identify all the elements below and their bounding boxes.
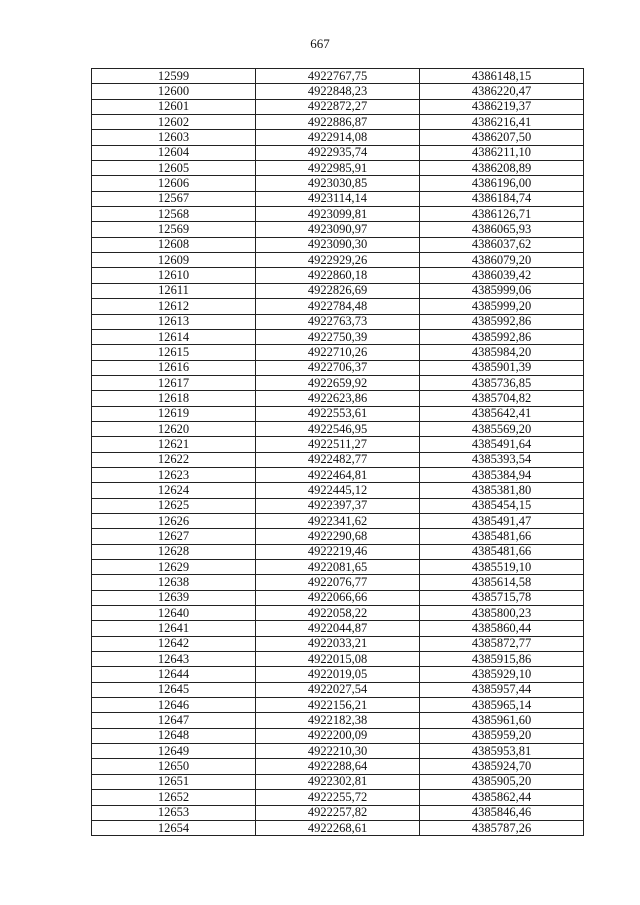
x-coordinate-cell: 4922268,61 bbox=[256, 820, 420, 835]
y-coordinate-cell: 4386216,41 bbox=[420, 115, 584, 130]
table-row bbox=[92, 84, 584, 99]
table-row bbox=[92, 391, 584, 406]
y-coordinate-cell: 4385846,46 bbox=[420, 805, 584, 820]
x-coordinate-cell: 4922257,82 bbox=[256, 805, 420, 820]
y-coordinate-cell: 4386184,74 bbox=[420, 191, 584, 206]
x-coordinate-cell: 4922341,62 bbox=[256, 513, 420, 528]
point-number-cell: 12623 bbox=[92, 467, 256, 482]
x-coordinate-cell: 4922058,22 bbox=[256, 606, 420, 621]
x-coordinate-cell: 4922767,75 bbox=[256, 69, 420, 84]
y-coordinate-cell: 4386039,42 bbox=[420, 268, 584, 283]
point-number-cell: 12616 bbox=[92, 360, 256, 375]
x-coordinate-cell: 4922914,08 bbox=[256, 130, 420, 145]
point-number-cell: 12569 bbox=[92, 222, 256, 237]
point-number-cell: 12600 bbox=[92, 84, 256, 99]
point-number-cell: 12606 bbox=[92, 176, 256, 191]
x-coordinate-cell: 4922872,27 bbox=[256, 99, 420, 114]
x-coordinate-cell: 4922623,86 bbox=[256, 391, 420, 406]
point-number-cell: 12624 bbox=[92, 483, 256, 498]
x-coordinate-cell: 4923099,81 bbox=[256, 207, 420, 222]
y-coordinate-cell: 4385860,44 bbox=[420, 621, 584, 636]
table-row bbox=[92, 69, 584, 84]
y-coordinate-cell: 4385519,10 bbox=[420, 560, 584, 575]
table-row bbox=[92, 759, 584, 774]
y-coordinate-cell: 4385481,66 bbox=[420, 544, 584, 559]
y-coordinate-cell: 4385862,44 bbox=[420, 790, 584, 805]
y-coordinate-cell: 4385872,77 bbox=[420, 636, 584, 651]
table-row bbox=[92, 820, 584, 835]
x-coordinate-cell: 4922044,87 bbox=[256, 621, 420, 636]
x-coordinate-cell: 4922710,26 bbox=[256, 345, 420, 360]
y-coordinate-cell: 4385953,81 bbox=[420, 744, 584, 759]
point-number-cell: 12644 bbox=[92, 667, 256, 682]
y-coordinate-cell: 4386079,20 bbox=[420, 253, 584, 268]
x-coordinate-cell: 4923030,85 bbox=[256, 176, 420, 191]
x-coordinate-cell: 4922445,12 bbox=[256, 483, 420, 498]
x-coordinate-cell: 4922659,92 bbox=[256, 375, 420, 390]
table-row bbox=[92, 728, 584, 743]
y-coordinate-cell: 4386219,37 bbox=[420, 99, 584, 114]
x-coordinate-cell: 4922397,37 bbox=[256, 498, 420, 513]
y-coordinate-cell: 4385491,47 bbox=[420, 513, 584, 528]
y-coordinate-cell: 4385915,86 bbox=[420, 652, 584, 667]
point-number-cell: 12611 bbox=[92, 283, 256, 298]
point-number-cell: 12620 bbox=[92, 421, 256, 436]
table-row bbox=[92, 452, 584, 467]
table-row bbox=[92, 99, 584, 114]
y-coordinate-cell: 4385999,06 bbox=[420, 283, 584, 298]
x-coordinate-cell: 4922482,77 bbox=[256, 452, 420, 467]
x-coordinate-cell: 4922546,95 bbox=[256, 421, 420, 436]
point-number-cell: 12603 bbox=[92, 130, 256, 145]
x-coordinate-cell: 4922886,87 bbox=[256, 115, 420, 130]
table-row bbox=[92, 467, 584, 482]
table-row bbox=[92, 130, 584, 145]
table-row bbox=[92, 713, 584, 728]
x-coordinate-cell: 4922255,72 bbox=[256, 790, 420, 805]
x-coordinate-cell: 4922219,46 bbox=[256, 544, 420, 559]
y-coordinate-cell: 4385454,15 bbox=[420, 498, 584, 513]
y-coordinate-cell: 4386208,89 bbox=[420, 161, 584, 176]
point-number-cell: 12643 bbox=[92, 652, 256, 667]
point-number-cell: 12615 bbox=[92, 345, 256, 360]
point-number-cell: 12599 bbox=[92, 69, 256, 84]
point-number-cell: 12604 bbox=[92, 145, 256, 160]
table-row bbox=[92, 360, 584, 375]
y-coordinate-cell: 4385929,10 bbox=[420, 667, 584, 682]
y-coordinate-cell: 4385715,78 bbox=[420, 590, 584, 605]
point-number-cell: 12654 bbox=[92, 820, 256, 835]
point-number-cell: 12639 bbox=[92, 590, 256, 605]
table-row bbox=[92, 191, 584, 206]
table-row bbox=[92, 544, 584, 559]
x-coordinate-cell: 4922848,23 bbox=[256, 84, 420, 99]
table-row bbox=[92, 529, 584, 544]
table-row bbox=[92, 560, 584, 575]
table-row bbox=[92, 744, 584, 759]
y-coordinate-cell: 4385905,20 bbox=[420, 774, 584, 789]
table-row bbox=[92, 421, 584, 436]
x-coordinate-cell: 4922826,69 bbox=[256, 283, 420, 298]
table-row bbox=[92, 774, 584, 789]
point-number-cell: 12652 bbox=[92, 790, 256, 805]
point-number-cell: 12628 bbox=[92, 544, 256, 559]
x-coordinate-cell: 4922929,26 bbox=[256, 253, 420, 268]
point-number-cell: 12617 bbox=[92, 375, 256, 390]
y-coordinate-cell: 4385992,86 bbox=[420, 329, 584, 344]
point-number-cell: 12649 bbox=[92, 744, 256, 759]
x-coordinate-cell: 4922156,21 bbox=[256, 698, 420, 713]
point-number-cell: 12605 bbox=[92, 161, 256, 176]
point-number-cell: 12650 bbox=[92, 759, 256, 774]
point-number-cell: 12638 bbox=[92, 575, 256, 590]
y-coordinate-cell: 4385614,58 bbox=[420, 575, 584, 590]
y-coordinate-cell: 4385957,44 bbox=[420, 682, 584, 697]
y-coordinate-cell: 4385393,54 bbox=[420, 452, 584, 467]
x-coordinate-cell: 4923090,97 bbox=[256, 222, 420, 237]
table-row bbox=[92, 375, 584, 390]
point-number-cell: 12622 bbox=[92, 452, 256, 467]
x-coordinate-cell: 4922182,38 bbox=[256, 713, 420, 728]
x-coordinate-cell: 4922935,74 bbox=[256, 145, 420, 160]
coordinates-table bbox=[91, 68, 584, 836]
x-coordinate-cell: 4922015,08 bbox=[256, 652, 420, 667]
point-number-cell: 12645 bbox=[92, 682, 256, 697]
y-coordinate-cell: 4385569,20 bbox=[420, 421, 584, 436]
x-coordinate-cell: 4922860,18 bbox=[256, 268, 420, 283]
y-coordinate-cell: 4385800,23 bbox=[420, 606, 584, 621]
table-row bbox=[92, 283, 584, 298]
y-coordinate-cell: 4385959,20 bbox=[420, 728, 584, 743]
point-number-cell: 12653 bbox=[92, 805, 256, 820]
point-number-cell: 12608 bbox=[92, 237, 256, 252]
table-row bbox=[92, 805, 584, 820]
y-coordinate-cell: 4385491,64 bbox=[420, 437, 584, 452]
point-number-cell: 12613 bbox=[92, 314, 256, 329]
point-number-cell: 12629 bbox=[92, 560, 256, 575]
table-row bbox=[92, 513, 584, 528]
y-coordinate-cell: 4385787,26 bbox=[420, 820, 584, 835]
x-coordinate-cell: 4922076,77 bbox=[256, 575, 420, 590]
table-row bbox=[92, 176, 584, 191]
table-row bbox=[92, 698, 584, 713]
table-row bbox=[92, 606, 584, 621]
table-row bbox=[92, 161, 584, 176]
point-number-cell: 12646 bbox=[92, 698, 256, 713]
page-number: 667 bbox=[310, 36, 330, 51]
x-coordinate-cell: 4922706,37 bbox=[256, 360, 420, 375]
table-row bbox=[92, 621, 584, 636]
table-row bbox=[92, 590, 584, 605]
table-row bbox=[92, 345, 584, 360]
y-coordinate-cell: 4385965,14 bbox=[420, 698, 584, 713]
table-row bbox=[92, 237, 584, 252]
table-row bbox=[92, 575, 584, 590]
x-coordinate-cell: 4922019,05 bbox=[256, 667, 420, 682]
x-coordinate-cell: 4922763,73 bbox=[256, 314, 420, 329]
y-coordinate-cell: 4386207,50 bbox=[420, 130, 584, 145]
coordinates-table-body bbox=[92, 69, 584, 836]
table-row bbox=[92, 498, 584, 513]
x-coordinate-cell: 4922784,48 bbox=[256, 299, 420, 314]
y-coordinate-cell: 4385736,85 bbox=[420, 375, 584, 390]
y-coordinate-cell: 4386148,15 bbox=[420, 69, 584, 84]
x-coordinate-cell: 4922511,27 bbox=[256, 437, 420, 452]
point-number-cell: 12626 bbox=[92, 513, 256, 528]
y-coordinate-cell: 4386211,10 bbox=[420, 145, 584, 160]
point-number-cell: 12567 bbox=[92, 191, 256, 206]
point-number-cell: 12651 bbox=[92, 774, 256, 789]
point-number-cell: 12625 bbox=[92, 498, 256, 513]
x-coordinate-cell: 4922553,61 bbox=[256, 406, 420, 421]
table-row bbox=[92, 636, 584, 651]
point-number-cell: 12647 bbox=[92, 713, 256, 728]
point-number-cell: 12609 bbox=[92, 253, 256, 268]
point-number-cell: 12612 bbox=[92, 299, 256, 314]
x-coordinate-cell: 4922464,81 bbox=[256, 467, 420, 482]
y-coordinate-cell: 4386037,62 bbox=[420, 237, 584, 252]
table-row bbox=[92, 652, 584, 667]
y-coordinate-cell: 4385704,82 bbox=[420, 391, 584, 406]
x-coordinate-cell: 4922210,30 bbox=[256, 744, 420, 759]
table-row bbox=[92, 253, 584, 268]
x-coordinate-cell: 4922302,81 bbox=[256, 774, 420, 789]
point-number-cell: 12621 bbox=[92, 437, 256, 452]
y-coordinate-cell: 4385999,20 bbox=[420, 299, 584, 314]
table-row bbox=[92, 299, 584, 314]
table-row bbox=[92, 329, 584, 344]
y-coordinate-cell: 4385642,41 bbox=[420, 406, 584, 421]
table-row bbox=[92, 207, 584, 222]
table-row bbox=[92, 314, 584, 329]
table-row bbox=[92, 115, 584, 130]
table-row bbox=[92, 437, 584, 452]
point-number-cell: 12568 bbox=[92, 207, 256, 222]
table-row bbox=[92, 682, 584, 697]
x-coordinate-cell: 4923090,30 bbox=[256, 237, 420, 252]
point-number-cell: 12640 bbox=[92, 606, 256, 621]
point-number-cell: 12610 bbox=[92, 268, 256, 283]
table-row bbox=[92, 222, 584, 237]
x-coordinate-cell: 4922750,39 bbox=[256, 329, 420, 344]
y-coordinate-cell: 4385381,80 bbox=[420, 483, 584, 498]
y-coordinate-cell: 4385481,66 bbox=[420, 529, 584, 544]
x-coordinate-cell: 4922985,91 bbox=[256, 161, 420, 176]
y-coordinate-cell: 4385924,70 bbox=[420, 759, 584, 774]
y-coordinate-cell: 4385901,39 bbox=[420, 360, 584, 375]
y-coordinate-cell: 4386065,93 bbox=[420, 222, 584, 237]
y-coordinate-cell: 4385384,94 bbox=[420, 467, 584, 482]
x-coordinate-cell: 4923114,14 bbox=[256, 191, 420, 206]
x-coordinate-cell: 4922081,65 bbox=[256, 560, 420, 575]
y-coordinate-cell: 4385984,20 bbox=[420, 345, 584, 360]
point-number-cell: 12601 bbox=[92, 99, 256, 114]
point-number-cell: 12618 bbox=[92, 391, 256, 406]
point-number-cell: 12602 bbox=[92, 115, 256, 130]
point-number-cell: 12627 bbox=[92, 529, 256, 544]
point-number-cell: 12648 bbox=[92, 728, 256, 743]
table-row bbox=[92, 406, 584, 421]
table-row bbox=[92, 790, 584, 805]
point-number-cell: 12641 bbox=[92, 621, 256, 636]
x-coordinate-cell: 4922290,68 bbox=[256, 529, 420, 544]
y-coordinate-cell: 4386126,71 bbox=[420, 207, 584, 222]
y-coordinate-cell: 4385961,60 bbox=[420, 713, 584, 728]
table-row bbox=[92, 667, 584, 682]
table-row bbox=[92, 145, 584, 160]
point-number-cell: 12642 bbox=[92, 636, 256, 651]
y-coordinate-cell: 4385992,86 bbox=[420, 314, 584, 329]
x-coordinate-cell: 4922027,54 bbox=[256, 682, 420, 697]
x-coordinate-cell: 4922066,66 bbox=[256, 590, 420, 605]
x-coordinate-cell: 4922288,64 bbox=[256, 759, 420, 774]
y-coordinate-cell: 4386220,47 bbox=[420, 84, 584, 99]
table-row bbox=[92, 268, 584, 283]
x-coordinate-cell: 4922200,09 bbox=[256, 728, 420, 743]
point-number-cell: 12619 bbox=[92, 406, 256, 421]
y-coordinate-cell: 4386196,00 bbox=[420, 176, 584, 191]
x-coordinate-cell: 4922033,21 bbox=[256, 636, 420, 651]
point-number-cell: 12614 bbox=[92, 329, 256, 344]
table-row bbox=[92, 483, 584, 498]
